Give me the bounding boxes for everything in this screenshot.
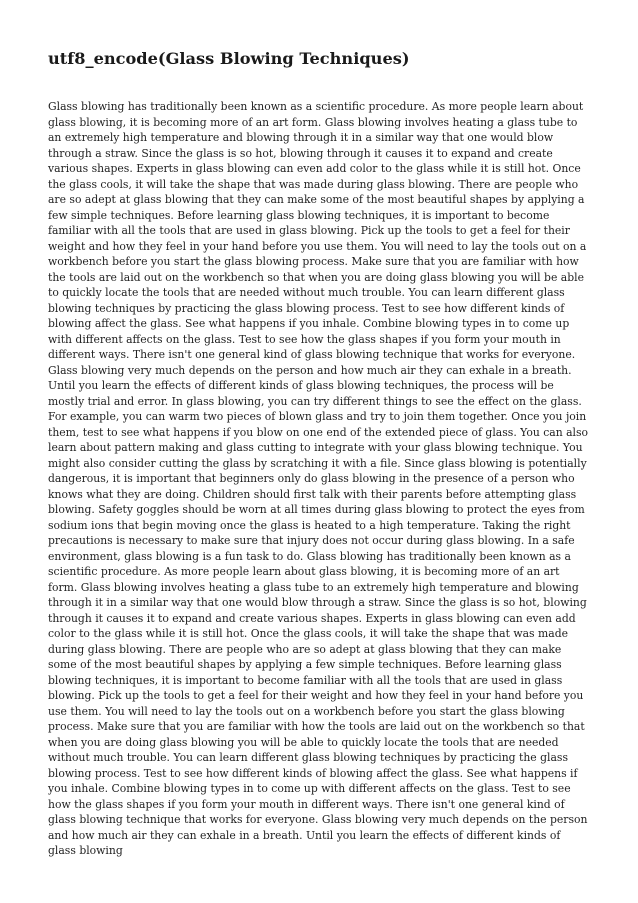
document-body-text: Glass blowing has traditionally been known as a scientific procedure. As more people learn about glass blowing, it is becoming more of an art form. Glass blowing involves heating a glass tube to an extremely high temperature and blowing through it in a similar way that one would blow through a straw. Since the glass is so hot, blowing through it causes it to expand and create various shapes. Experts in glass blowing can even add color to the glass while it is still hot. Once the glass cools, it will take the shape that was made during glass blowing. There are people who are so adept at glass blowing that they can make some of the most beautiful shapes by applying a few simple techniques. Before learning glass blowing techniques, it is important to become familiar with all the tools that are used in glass blowing. Pick up the tools to get a feel for their weight and how they feel in your hand before you use them. You will need to lay the tools out on a workbench before you start the glass blowing process. Make sure that you are familiar with how the tools are laid out on the workbench so that when you are doing glass blowing you will be able to quickly locate the tools that are needed without much trouble. You can learn different glass blowing techniques by practicing the glass blowing process. Test to see how different kinds of blowing affect the glass. See what happens if you inhale. Combine blowing types in to come up with different affects on the glass. Test to see how the glass shapes if you form your mouth in different ways. There isn't one general kind of glass blowing technique that works for everyone. Glass blowing very much depends on the person and how much air they can exhale in a breath. Until you learn the effects of different kinds of glass blowing techniques, the process will be mostly trial and error. In glass blowing, you can try different things to see the effect on the glass. For example, you can warm two pieces of blown glass and try to join them together. Once you join them, test to see what happens if you blow on one end of the extended piece of glass. You can also learn about pattern making and glass cutting to integrate with your glass blowing technique. You might also consider cutting the glass by scratching it with a file. Since glass blowing is potentially dangerous, it is important that beginners only do glass blowing in the presence of a person who knows what they are doing. Children should first talk with their parents before attempting glass blowing. Safety goggles should be worn at all times during glass blowing to protect the eyes from sodium ions that begin moving once the glass is heated to a high temperature. Taking the right precautions is necessary to make sure that injury does not occur during glass blowing. In a safe environment, glass blowing is a fun task to do. Glass blowing has traditionally been known as a scientific procedure. As more people learn about glass blowing, it is becoming more of an art form. Glass blowing involves heating a glass tube to an extremely high temperature and blowing through it in a similar way that one would blow through a straw. Since the glass is so hot, blowing through it causes it to expand and create various shapes. Experts in glass blowing can even add color to the glass while it is still hot. Once the glass cools, it will take the shape that was made during glass blowing. There are people who are so adept at glass blowing that they can make some of the most beautiful shapes by applying a few simple techniques. Before learning glass blowing techniques, it is important to become familiar with all the tools that are used in glass blowing. Pick up the tools to get a feel for their weight and how they feel in your hand before you use them. You will need to lay the tools out on a workbench before you start the glass blowing process. Make sure that you are familiar with how the tools are laid out on the workbench so that when you are doing glass blowing you will be able to quickly locate the tools that are needed without much trouble. You can learn different glass blowing techniques by practicing the glass blowing process. Test to see how different kinds of blowing affect the glass. See what happens if you inhale. Combine blowing types in to come up with different affects on the glass. Test to see how the glass shapes if you form your mouth in different ways. There isn't one general kind of glass blowing technique that works for everyone. Glass blowing very much depends on the person and how much air they can exhale in a breath. Until you learn the effects of different kinds of glass blowing xyxy=(48,100,589,857)
document-title: utf8_encode(Glass Blowing Techniques) xyxy=(48,49,410,68)
